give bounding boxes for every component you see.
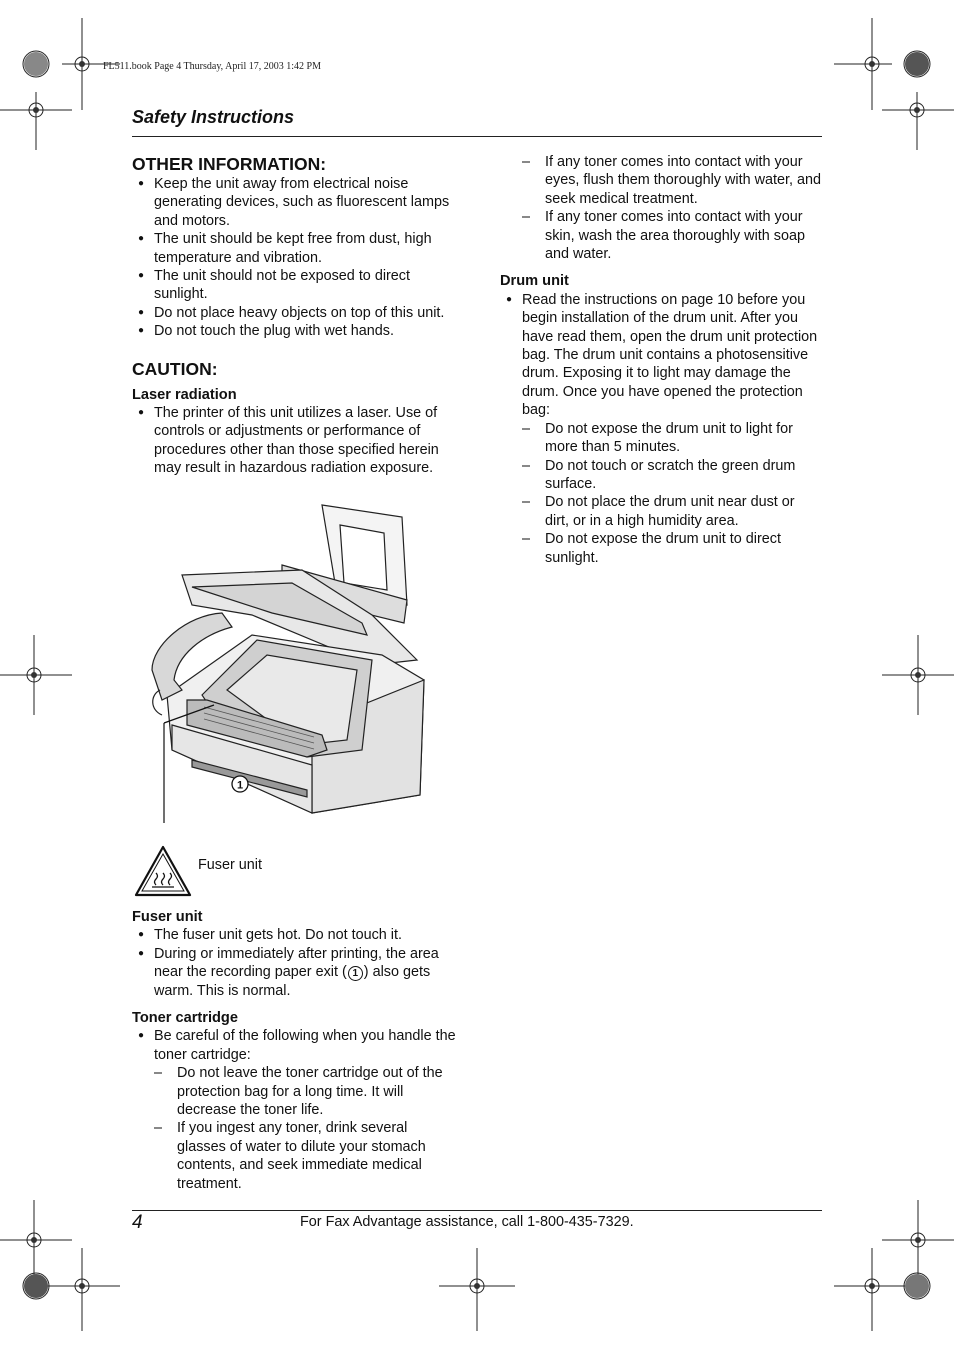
list-item: ● The fuser unit gets hot. Do not touch it.: [132, 926, 458, 944]
fuser-heading: Fuser unit: [132, 909, 203, 925]
fuser-list: [132, 926, 458, 1000]
sub-list-item: – Do not touch or scratch the green drum surface.: [500, 457, 822, 494]
toner-sub-list-continued: [500, 153, 822, 263]
page-number: 4: [132, 1212, 143, 1233]
warning-label: Fuser unit: [198, 857, 262, 873]
sub-list-item: – Do not expose the drum unit to light for more than 5 minutes.: [500, 420, 822, 457]
drum-list: [500, 291, 822, 420]
callout-number: 1: [348, 966, 363, 981]
sub-list-item: – If any toner comes into contact with your skin, wash the area thoroughly with soap and water.: [500, 208, 822, 263]
drum-heading: Drum unit: [500, 273, 569, 290]
sub-list-item: – Do not expose the drum unit to direct sunlight.: [500, 530, 822, 567]
sub-list-item: – Do not place the drum unit near dust or dirt, or in a high humidity area.: [500, 493, 822, 530]
toner-heading: Toner cartridge: [132, 1010, 238, 1027]
list-item: [500, 291, 822, 420]
other-information-heading: OTHER INFORMATION:: [132, 154, 327, 174]
callout-number: 1: [236, 779, 244, 792]
sub-list-item: – If you ingest any toner, drink several glasses of water to dilute your stomach contents, and seek immediate medical treatment.: [154, 1119, 458, 1193]
drum-sub-list: [500, 420, 822, 567]
list-item: ● The unit should not be exposed to direct sunlight.: [132, 267, 458, 304]
list-item: ● The unit should be kept free from dust, high temperature and vibration.: [132, 230, 458, 267]
list-item: [132, 945, 458, 1000]
fax-machine-illustration: [132, 495, 432, 835]
footer-rule: [132, 1210, 822, 1211]
sub-list-item: – If any toner comes into contact with your eyes, flush them thoroughly with water, and seek medical treatment.: [500, 153, 822, 208]
fuser-item-text: ) also gets warm. This is normal.: [154, 964, 431, 999]
section-title: Safety Instructions: [132, 107, 295, 127]
list-item: ● Do not touch the plug with wet hands.: [132, 322, 458, 340]
footer-assistance-text: For Fax Advantage assistance, call 1-800-435-7329.: [300, 1214, 634, 1230]
print-info: FL511.book Page 4 Thursday, April 17, 2003 1:42 PM: [103, 61, 321, 72]
header-rule: [132, 136, 822, 137]
laser-heading: Laser radiation: [132, 386, 237, 403]
right-column: [500, 153, 822, 567]
hot-surface-warning-icon: [134, 845, 192, 897]
fuser-item-text: During or immediately after printing, the area near the recording paper exit (: [154, 945, 439, 981]
toner-sub-list: [154, 1064, 458, 1193]
left-column: [132, 153, 458, 478]
left-column-lower: [132, 908, 458, 1193]
other-information-list: [132, 175, 458, 341]
drum-intro: Read the instructions on page 10 before you begin installation of the drum unit. After you have read them, open the drum unit protection bag. The drum unit contains a photosensitive drum. Exposing it to light may damage the drum. Once you have opened the protection bag:: [522, 291, 818, 419]
laser-list: [132, 404, 458, 478]
toner-list: [132, 1027, 458, 1193]
list-item: [132, 1027, 458, 1193]
caution-heading: CAUTION:: [132, 358, 218, 379]
toner-intro: Be careful of the following when you handle the toner cartridge:: [154, 1028, 456, 1063]
list-item: ● Do not place heavy objects on top of this unit.: [132, 304, 458, 322]
list-item: ● Keep the unit away from electrical noise generating devices, such as fluorescent lamps and motors.: [132, 175, 458, 230]
sub-list-item: – Do not leave the toner cartridge out of the protection bag for a long time. It will decrease the toner life.: [154, 1064, 458, 1119]
list-item: ● The printer of this unit utilizes a laser. Use of controls or adjustments or performance of procedures other than those specified herein may result in hazardous radiation exposure.: [132, 404, 458, 478]
